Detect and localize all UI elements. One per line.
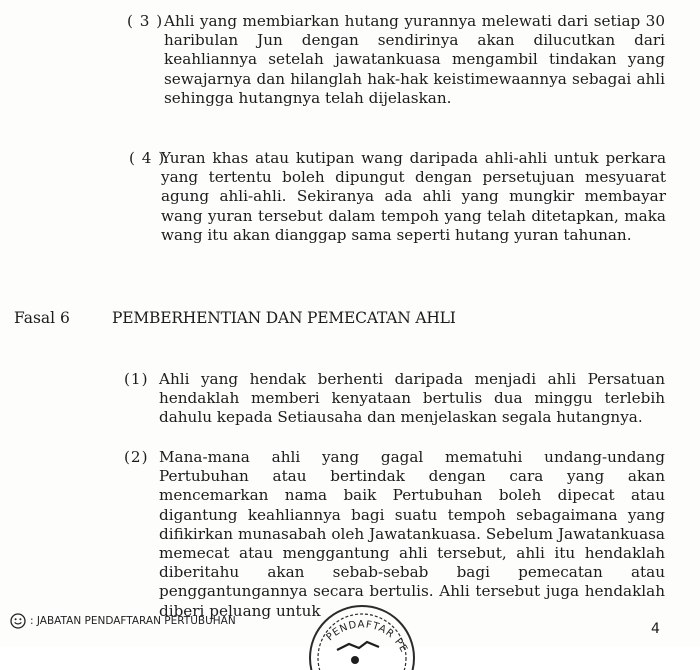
section-title: PEMBERHENTIAN DAN PEMECATAN AHLI xyxy=(112,309,456,327)
smiley-icon xyxy=(10,613,26,629)
clause-text: Yuran khas atau kutipan wang daripada ahli-ahli untuk perkara yang tertentu boleh dipungut dengan persetujuan mesyuarat agung ahli-ahli. Sekiranya ada ahli yang mungkir membayar wang yuran tersebut dalam tempoh yang telah ditetapkan, maka wang itu akan dianggap sama seperti hutang yuran tahunan. xyxy=(161,149,666,244)
clause-text: Ahli yang membiarkan hutang yurannya melewati dari setiap 30 haribulan Jun dengan sendirinya akan dilucutkan dari keahliannya setelah jawatankuasa mengambil tindakan yang sewajarnya dan hilanglah hak-hak keistimewaannya sebagai ahli sehingga hutangnya telah dijelaskan. xyxy=(164,12,665,107)
stamp-text: PENDAFTAR PE xyxy=(324,619,410,655)
clause-number: (2) xyxy=(124,448,149,466)
clause-6-1 xyxy=(124,370,669,430)
clause-number: (1) xyxy=(124,370,149,388)
footer xyxy=(10,613,236,629)
clause-6-2 xyxy=(124,448,669,620)
clause-text: Ahli yang hendak berhenti daripada menjadi ahli Persatuan hendaklah memberi kenyataan bertulis dua minggu terlebih dahulu kepada Setiausaha dan menjelaskan segala hutangnya. xyxy=(159,370,665,427)
clause-number: ( 4 ) xyxy=(129,149,166,167)
clause-4 xyxy=(129,149,669,249)
clause-text: Mana-mana ahli yang gagal mematuhi undang-undang Pertubuhan atau bertindak dengan cara yang akan mencemarkan nama baik Pertubuhan boleh dipecat atau digantung keahliannya bagi suatu tempoh sebagaimana yang difikirkan munasabah oleh Jawatankuasa. Sebelum Jawatankuasa memecat atau menggantung ahli tersebut, ahli itu hendaklah diberitahu akan sebab-sebab bagi pemecatan atau penggantungannya secara bertulis. Ahli tersebut juga hendaklah diberi peluang untuk xyxy=(159,448,665,620)
page-number: 4 xyxy=(651,621,660,637)
clause-number: ( 3 ) xyxy=(127,12,164,30)
clause-3 xyxy=(127,12,667,112)
section-label: Fasal 6 xyxy=(14,309,70,327)
footer-text: : JABATAN PENDAFTARAN PERTUBUHAN xyxy=(30,615,236,627)
registrar-stamp xyxy=(297,600,427,670)
